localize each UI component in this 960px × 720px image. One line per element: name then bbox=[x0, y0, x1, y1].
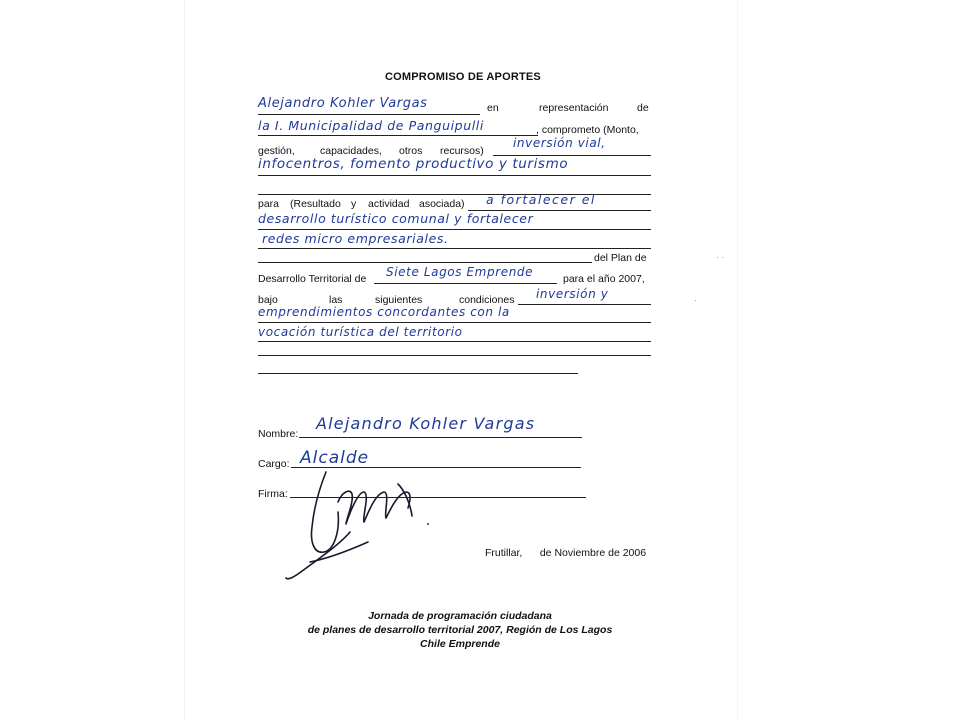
printed-siguientes: siguientes bbox=[375, 294, 423, 306]
fill-line bbox=[374, 283, 557, 284]
printed-actividad: actividad bbox=[368, 198, 410, 210]
handwritten-conditions-1: inversión y bbox=[536, 287, 609, 301]
printed-gestion: gestión, bbox=[258, 145, 295, 157]
firma-label: Firma: bbox=[258, 488, 288, 500]
fill-line bbox=[258, 262, 592, 263]
handwritten-nombre: Alejandro Kohler Vargas bbox=[316, 414, 536, 433]
handwritten-conditions-2: emprendimientos concordantes con la bbox=[258, 305, 510, 319]
handwritten-name-line1: Alejandro Kohler Vargas bbox=[258, 96, 428, 111]
scan-speck: · bbox=[694, 295, 697, 305]
footer-line1: Jornada de programación ciudadana bbox=[368, 610, 552, 622]
printed-en: en bbox=[487, 102, 499, 114]
printed-bajo: bajo bbox=[258, 294, 278, 306]
fill-line bbox=[258, 373, 578, 374]
cargo-label: Cargo: bbox=[258, 458, 290, 470]
handwritten-entity: la I. Municipalidad de Panguipulli bbox=[258, 118, 484, 133]
printed-capacidades: capacidades, bbox=[320, 145, 382, 157]
document-title: COMPROMISO DE APORTES bbox=[385, 71, 541, 83]
nombre-line bbox=[299, 437, 582, 438]
printed-para-ano: para el año 2007, bbox=[563, 273, 645, 285]
printed-y: y bbox=[351, 198, 357, 210]
printed-asociada: asociada) bbox=[419, 198, 465, 210]
handwritten-plan: Siete Lagos Emprende bbox=[386, 265, 534, 279]
scan-speck: · · bbox=[716, 252, 725, 262]
printed-para: para bbox=[258, 198, 280, 210]
handwritten-resources-2: infocentros, fomento productivo y turismo bbox=[258, 156, 569, 172]
fill-line bbox=[258, 175, 651, 176]
footer-line2: de planes de desarrollo territorial 2007, Región de Los Lagos bbox=[307, 624, 613, 636]
printed-las: las bbox=[329, 294, 343, 306]
printed-del-plan: del Plan de bbox=[594, 252, 647, 264]
fill-line bbox=[258, 341, 651, 342]
printed-representacion: representación bbox=[539, 102, 609, 114]
handwritten-result-3: redes micro empresariales. bbox=[262, 231, 449, 246]
handwritten-result-2: desarrollo turístico comunal y fortalecer bbox=[258, 211, 534, 226]
fill-line bbox=[258, 135, 538, 136]
fill-line bbox=[258, 114, 480, 115]
fill-line bbox=[258, 229, 651, 230]
printed-resultado: (Resultado bbox=[290, 198, 341, 210]
printed-comprometo: , comprometo (Monto, bbox=[536, 124, 639, 136]
printed-condiciones: condiciones bbox=[459, 294, 515, 306]
signature-image bbox=[280, 462, 440, 582]
fill-line bbox=[518, 304, 651, 305]
printed-desarrollo: Desarrollo Territorial de bbox=[258, 273, 367, 285]
nombre-label: Nombre: bbox=[258, 428, 299, 440]
printed-de: de bbox=[637, 102, 649, 114]
handwritten-result-1: a fortalecer el bbox=[486, 192, 596, 207]
fill-line bbox=[258, 322, 651, 323]
place-date: Frutillar, de Noviembre de 2006 bbox=[485, 547, 647, 559]
printed-recursos: recursos) bbox=[440, 145, 484, 157]
handwritten-resources-1: inversión vial, bbox=[513, 136, 606, 150]
handwritten-cargo: Alcalde bbox=[300, 448, 370, 468]
fill-line bbox=[258, 248, 651, 249]
fill-line bbox=[258, 355, 651, 356]
footer-line3: Chile Emprende bbox=[420, 638, 500, 650]
handwritten-conditions-3: vocación turística del territorio bbox=[258, 325, 463, 339]
printed-otros: otros bbox=[399, 145, 423, 157]
